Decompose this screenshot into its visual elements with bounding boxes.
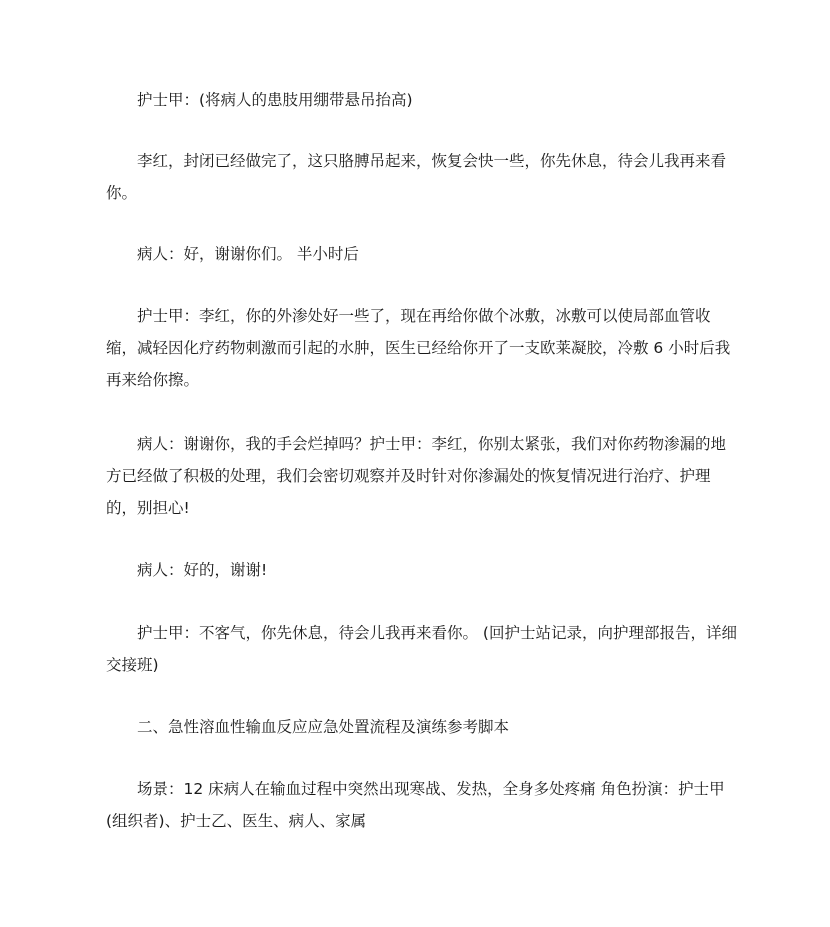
paragraph-5: 病人：谢谢你，我的手会烂掉吗？护士甲：李红，你别太紧张，我们对你药物渗漏的地方已经做了积极的处理，我们会密切观察并及时针对你渗漏处的恢复情况进行治疗、护理的，别担心! [106,435,727,517]
paragraph-7: 护士甲：不客气，你先休息，待会儿我再来看你。 (回护士站记录，向护理部报告，详细交接班) [106,624,737,674]
paragraph-1: 护士甲：(将病人的患肢用绷带悬吊抬高) [137,91,413,109]
paragraph-2: 李红，封闭已经做完了，这只胳膊吊起来，恢复会快一些，你先休息，待会儿我再来看你。 [106,152,727,202]
paragraph-4: 护士甲：李红，你的外渗处好一些了，现在再给你做个冰敷，冰敷可以使局部血管收缩，减轻因化疗药物刺激而引起的水肿，医生已经给你开了一支欧莱凝胶，冷敷 6 小时后我再来给你擦。 [106,307,731,389]
paragraph-3: 病人：好，谢谢你们。 半小时后 [137,245,359,263]
paragraph-6: 病人：好的，谢谢! [137,561,268,579]
paragraph-scene: 场景：12 床病人在输血过程中突然出现寒战、发热，全身多处疼痛 角色扮演：护士甲(组织者)、护士乙、医生、病人、家属 [106,780,725,830]
section-heading: 二、急性溶血性输血反应应急处置流程及演练参考脚本 [137,718,510,736]
